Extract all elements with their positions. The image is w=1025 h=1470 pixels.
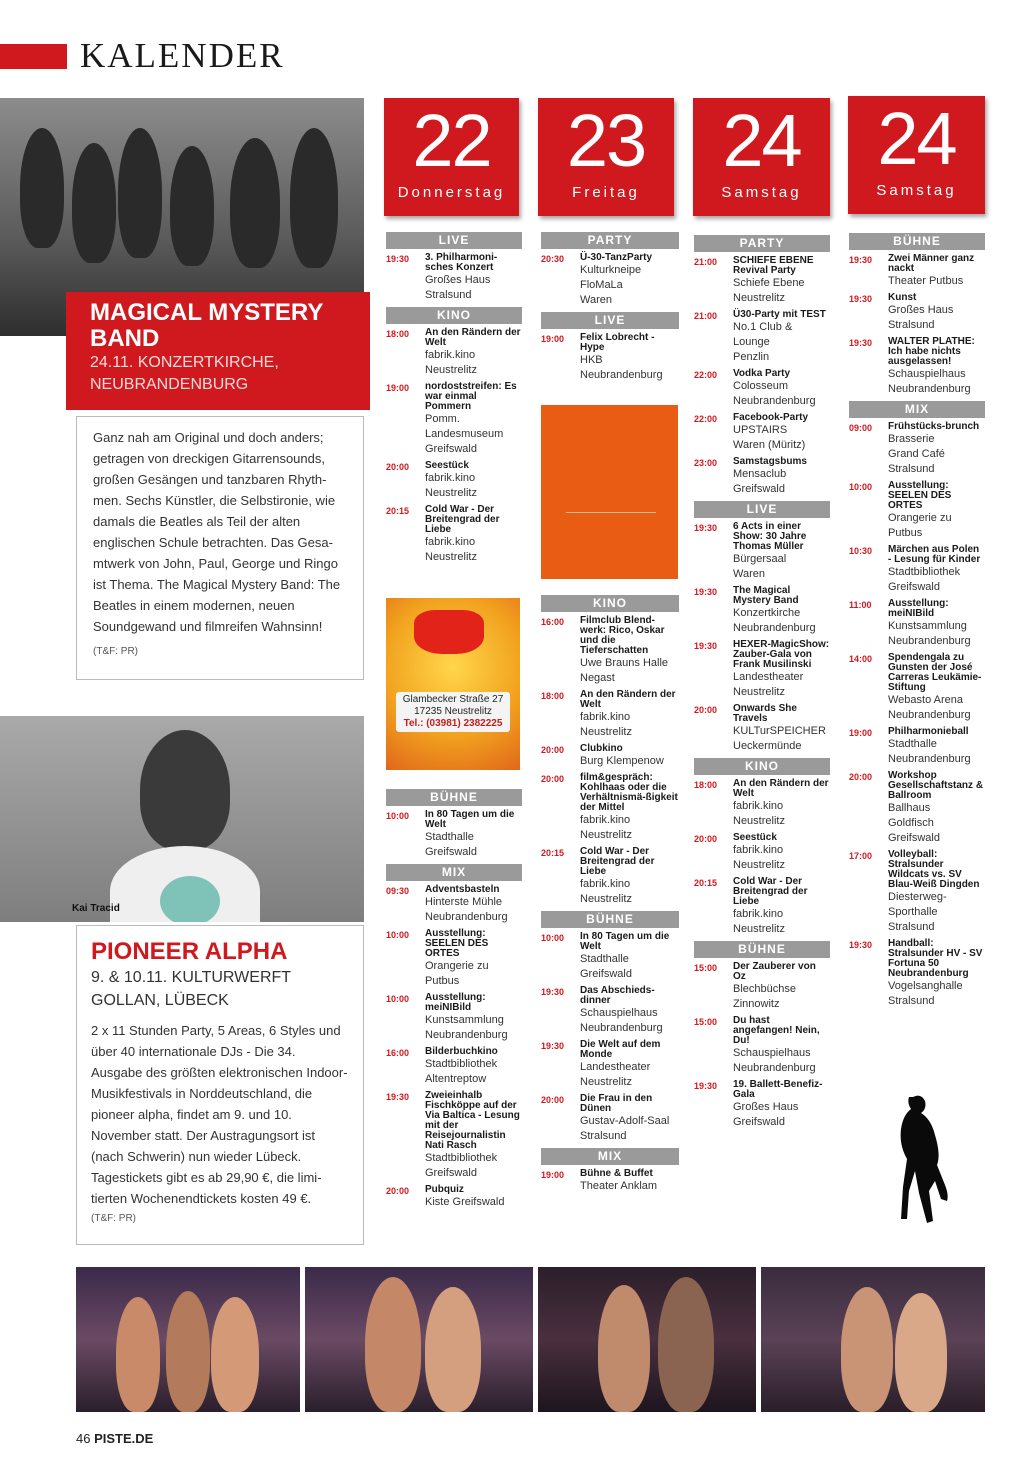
ad-address-city: 17235 Neustrelitz [414, 706, 492, 717]
calendar-column-23 [541, 229, 679, 387]
section-header: LIVE [694, 501, 830, 518]
event-item: 20:00 film&gespräch: Kohlhaas oder die Verhältnismä-ßigkeit der Mittel fabrik.kino Neustrelitz [541, 772, 678, 841]
feature2-credit: (T&F: PR) [91, 1213, 136, 1224]
section-header: KINO [541, 595, 679, 612]
event-item: 15:00 Du hast angefangen! Nein, Du! Schauspielhaus Neubrandenburg [694, 1015, 820, 1074]
feature2-body-text: 2 x 11 Stunden Party, 5 Areas, 6 Styles und über 40 internationale DJs - Die 34. Ausgabe des größten elektronischen Indoor-Musikfestivals in Norddeutschland, die pioneer alpha, findet am 9. und 10. November statt. Der Austragungsort ist (nach Schwerin) nun wieder Lübeck. Tagestickets gibt es ab 29,90 €, die limitierten Wochenendtickets kosten 49 €. [91, 1023, 348, 1206]
event-item: 15:00 Der Zauberer von Oz Blechbüchse Zinnowitz [694, 961, 816, 1010]
event-item: 20:00 Pubquiz Kiste Greifswald [386, 1184, 505, 1208]
party-photo-2 [305, 1267, 533, 1412]
photo-caption: Kai Tracid [72, 903, 120, 914]
orange-ad-block [541, 405, 678, 579]
section-header: KINO [386, 307, 522, 324]
event-item: 21:00 Ü30-Party mit TEST No.1 Club & Lounge Penzlin [694, 309, 826, 363]
feature-pioneer-alpha [76, 925, 364, 1245]
event-item: 16:00 Filmclub Blend-werk: Rico, Oskar und die Tieferschatten Uwe Brauns Halle Negast [541, 615, 669, 684]
event-item: 19:00 Felix Lobrecht - Hype HKB Neubrandenburg [541, 332, 663, 381]
event-item: 11:00 Ausstellung: meiNIBild Kunstsammlung Neubrandenburg [849, 598, 971, 647]
site-name: PISTE.DE [94, 1431, 154, 1446]
event-item: 10:00 In 80 Tagen um die Welt Stadthalle Greifswald [541, 931, 670, 980]
event-item: 19:00 nordoststreifen: Es war einmal Pommern Pomm. Landesmuseum Greifswald [386, 381, 517, 455]
feature-credit: (T&F: PR) [93, 646, 138, 657]
event-item: 20:00 Die Frau in den Dünen Gustav-Adolf-Saal Stralsund [541, 1093, 670, 1142]
event-item: 20:00 Seestück fabrik.kino Neustrelitz [386, 460, 477, 499]
section-header: BÜHNE [694, 941, 830, 958]
feature-subtitle-line2: NEUBRANDENBURG [90, 376, 249, 393]
event-item: 19:30 3. Philharmoni-sches Konzert Großes Haus Stralsund [386, 252, 498, 301]
event-item: 19:30 Kunst Großes Haus Stralsund [849, 292, 954, 331]
event-item: 20:00 Seestück fabrik.kino Neustrelitz [694, 832, 785, 871]
section-header: KINO [694, 758, 830, 775]
date-box-24b [848, 96, 985, 214]
event-item: 19:30 WALTER PLATHE: Ich habe nichts ausgelassen! Schauspielhaus Neubrandenburg [849, 336, 975, 395]
feature2-title: PIONEER ALPHA [91, 938, 288, 965]
party-photo-1 [76, 1267, 300, 1412]
calendar-column-22 [386, 229, 522, 569]
pizza-ad[interactable] [386, 598, 520, 770]
event-item: 19:30 Zweieinhalb Fischköppe auf der Via Baltica - Lesung mit der Reisejournalistin Nati Rasch Stadtbibliothek Greifswald [386, 1090, 520, 1179]
ad-address-street: Glambecker Straße 27 [402, 694, 504, 705]
kai-tracid-photo [0, 716, 364, 922]
section-header: PARTY [694, 235, 830, 252]
dancer-silhouette-icon [883, 1093, 953, 1225]
event-item: 10:00 Ausstellung: SEELEN DES ORTES Orangerie zu Putbus [386, 928, 489, 987]
event-item: 09:00 Frühstücks-brunch Brasserie Grand Café Stralsund [849, 421, 980, 475]
feature2-subtitle-line2: GOLLAN, LÜBECK [91, 992, 229, 1009]
ad-divider [566, 512, 656, 513]
section-header: BÜHNE [386, 789, 522, 806]
date-number: 22 [412, 99, 491, 182]
event-item: 19:30 Zwei Männer ganz nackt Theater Putbus [849, 253, 975, 287]
event-item: 18:00 An den Rändern der Welt fabrik.kino Neustrelitz [386, 327, 521, 376]
event-item: 20:00 Clubkino Burg Klempenow [541, 743, 664, 767]
event-item: 19:30 Handball: Stralsunder HV - SV Fortuna 50 Neubrandenburg Vogelsanghalle Stralsund [849, 938, 983, 1007]
event-item: 20:15 Cold War - Der Breitengrad der Liebe fabrik.kino Neustrelitz [694, 876, 808, 935]
party-photo-4 [761, 1267, 985, 1412]
event-item: 19:30 Das Abschieds-dinner Schauspielhaus Neubrandenburg [541, 985, 663, 1034]
feature-magical-mystery-header [66, 292, 370, 410]
event-item: 19:30 Die Welt auf dem Monde Landestheater Neustrelitz [541, 1039, 661, 1088]
section-header: PARTY [541, 232, 679, 249]
event-item: 20:15 Cold War - Der Breitengrad der Liebe fabrik.kino Neustrelitz [541, 846, 655, 905]
date-number: 24 [722, 99, 801, 182]
section-header: LIVE [386, 232, 522, 249]
ad-address [396, 692, 510, 732]
section-header: MIX [386, 864, 522, 881]
date-number: 24 [877, 97, 956, 180]
event-item: 23:00 Samstagsbums Mensaclub Greifswald [694, 456, 807, 495]
page-title: KALENDER [80, 36, 285, 75]
calendar-column-24b [849, 230, 985, 1013]
event-item: 20:00 Onwards She Travels KULTurSPEICHER Ueckermünde [694, 703, 826, 752]
event-item: 18:00 An den Rändern der Welt fabrik.kino Neustrelitz [694, 778, 829, 827]
section-header: BÜHNE [849, 233, 985, 250]
event-item: 19:00 Bühne & Buffet Theater Anklam [541, 1168, 658, 1192]
event-item: 19:30 19. Ballett-Benefiz-Gala Großes Haus Greifswald [694, 1079, 823, 1128]
event-item: 16:00 Bilderbuchkino Stadtbibliothek Altentreptow [386, 1046, 498, 1085]
event-item: 19:00 Philharmonieball Stadthalle Neubrandenburg [849, 726, 971, 765]
event-item: 19:30 HEXER-MagicShow: Zauber-Gala von Frank Musilinski Landestheater Neustrelitz [694, 639, 830, 698]
event-item: 20:30 Ü-30-TanzParty Kulturkneipe FloMaLa Waren [541, 252, 653, 306]
section-header: BÜHNE [541, 911, 679, 928]
pizza-logo-icon [414, 610, 484, 654]
event-item: 14:00 Spendengala zu Gunsten der José Carreras Leukämie-Stiftung Webasto Arena Neubrandenburg [849, 652, 982, 721]
ad-phone: Tel.: (03981) 2382225 [403, 718, 503, 729]
date-box-23 [538, 98, 674, 216]
date-weekday: Freitag [572, 184, 640, 201]
event-item: 10:00 Ausstellung: SEELEN DES ORTES Orangerie zu Putbus [849, 480, 952, 539]
date-weekday: Samstag [721, 184, 802, 201]
event-item: 18:00 An den Rändern der Welt fabrik.kino Neustrelitz [541, 689, 676, 738]
section-header: LIVE [541, 312, 679, 329]
event-item: 10:00 In 80 Tagen um die Welt Stadthalle Greifswald [386, 809, 515, 858]
event-item: 20:00 Workshop Gesellschaftstanz & Ballroom Ballhaus Goldfisch Greifswald [849, 770, 984, 844]
page-footer [76, 1431, 153, 1446]
feature-subtitle-line1: 24.11. KONZERTKIRCHE, [90, 354, 279, 371]
feature-title-line2: BAND [90, 325, 160, 352]
feature-magical-mystery-body [76, 416, 364, 680]
date-box-22 [384, 98, 519, 216]
event-item: 19:30 6 Acts in einer Show: 30 Jahre Thomas Müller Bürgersaal Waren [694, 521, 807, 580]
feature2-subtitle-line1: 9. & 10.11. KULTURWERFT [91, 969, 292, 986]
event-item: 22:00 Facebook-Party UPSTAIRS Waren (Müritz) [694, 412, 809, 451]
event-item: 09:30 Adventsbasteln Hinterste Mühle Neubrandenburg [386, 884, 508, 923]
date-weekday: Samstag [876, 182, 957, 199]
event-item: 10:00 Ausstellung: meiNIBild Kunstsammlung Neubrandenburg [386, 992, 508, 1041]
feature-body-text: Ganz nah am Original und doch anders; getragen von dreckigen Gitarrensounds, großen Gesängen und tanzbaren Rhythmen. Sechs Künstler, die Selbstironie, wie damals die Beatles als Teil der alten englischen Schule betrachten. Das Gesamtwerk von John, Paul, George und Ringo ist Thema. The Magical Mystery Band: The Beatles in einem modernen, neuen Soundgewand und filmreifen Wahnsinn! [93, 430, 341, 634]
event-item: 21:00 SCHIEFE EBENE Revival Party Schiefe Ebene Neustrelitz [694, 255, 814, 304]
header-accent-bar [0, 44, 67, 69]
calendar-column-24a [694, 232, 830, 1134]
event-item: 10:30 Märchen aus Polen - Lesung für Kinder Stadtbibliothek Greifswald [849, 544, 981, 593]
section-header: MIX [541, 1148, 679, 1165]
event-item: 19:30 The Magical Mystery Band Konzertkirche Neubrandenburg [694, 585, 816, 634]
date-weekday: Donnerstag [397, 184, 506, 201]
date-box-24a [693, 98, 830, 216]
event-item: 20:15 Cold War - Der Breitengrad der Liebe fabrik.kino Neustrelitz [386, 504, 500, 563]
calendar-column-22-lower [386, 786, 522, 1214]
section-header: MIX [849, 401, 985, 418]
date-number: 23 [566, 99, 646, 182]
event-item: 22:00 Vodka Party Colosseum Neubrandenburg [694, 368, 816, 407]
feature-title-line1: MAGICAL MYSTERY [90, 299, 324, 326]
page-number: 46 [76, 1431, 91, 1446]
event-item: 17:00 Volleyball: Stralsunder Wildcats vs. SV Blau-Weiß Dingden Diesterweg- Sporthalle Stralsund [849, 849, 980, 933]
party-photo-3 [538, 1267, 756, 1412]
calendar-column-23-lower [541, 592, 679, 1198]
